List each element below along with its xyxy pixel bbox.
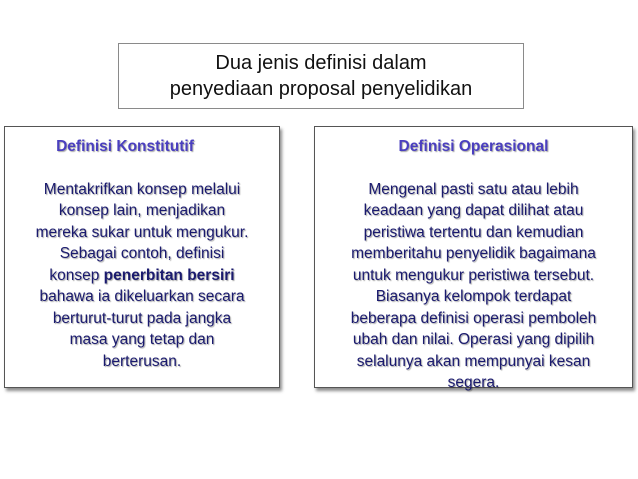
operational-line-10: segera. xyxy=(447,374,500,391)
operational-line-8: ubah dan nilai. Operasi yang dipilih xyxy=(352,331,595,348)
operational-line-2: keadaan yang dapat dilihat atau xyxy=(363,202,584,219)
operational-line-3: peristiwa tertentu dan kemudian xyxy=(363,223,584,241)
operational-line-9: selalunya akan mempunyai kesan xyxy=(356,352,591,370)
constitutive-line-5-prefix: konsep xyxy=(49,266,104,284)
constitutive-definition-card xyxy=(4,126,280,388)
constitutive-line-1: Mentakrifkan konsep melalui xyxy=(43,180,241,198)
operational-body xyxy=(315,179,632,394)
operational-line-4: memberitahu penyelidik bagaimana xyxy=(351,245,596,262)
constitutive-line-3: mereka sukar untuk mengukur. xyxy=(35,223,249,241)
operational-definition-card xyxy=(314,126,633,391)
operational-heading: Definisi Operasional xyxy=(398,138,549,155)
diagram-title-box xyxy=(118,43,524,109)
constitutive-heading: Definisi Konstitutif xyxy=(56,138,194,155)
title-line-1: Dua jenis definisi dalam xyxy=(215,52,427,74)
constitutive-line-2: konsep lain, menjadikan xyxy=(58,202,226,219)
constitutive-line-4: Sebagai contoh, definisi xyxy=(59,245,225,262)
operational-line-1: Mengenal pasti satu atau lebih xyxy=(368,180,579,198)
constitutive-emphasis: penerbitan bersiri xyxy=(103,266,235,284)
operational-line-6: Biasanya kelompok terdapat xyxy=(375,288,572,305)
constitutive-line-6: bahawa ia dikeluarkan secara xyxy=(39,288,245,305)
constitutive-body xyxy=(5,179,279,373)
operational-line-7: beberapa definisi operasi pemboleh xyxy=(350,309,597,327)
constitutive-line-8: masa yang tetap dan xyxy=(69,331,215,348)
title-line-2: penyediaan proposal penyelidikan xyxy=(169,78,473,100)
constitutive-line-7: berturut-turut pada jangka xyxy=(52,309,232,327)
constitutive-line-9: berterusan. xyxy=(102,352,182,370)
constitutive-line-5 xyxy=(9,265,275,287)
operational-line-5: untuk mengukur peristiwa tersebut. xyxy=(352,266,595,284)
